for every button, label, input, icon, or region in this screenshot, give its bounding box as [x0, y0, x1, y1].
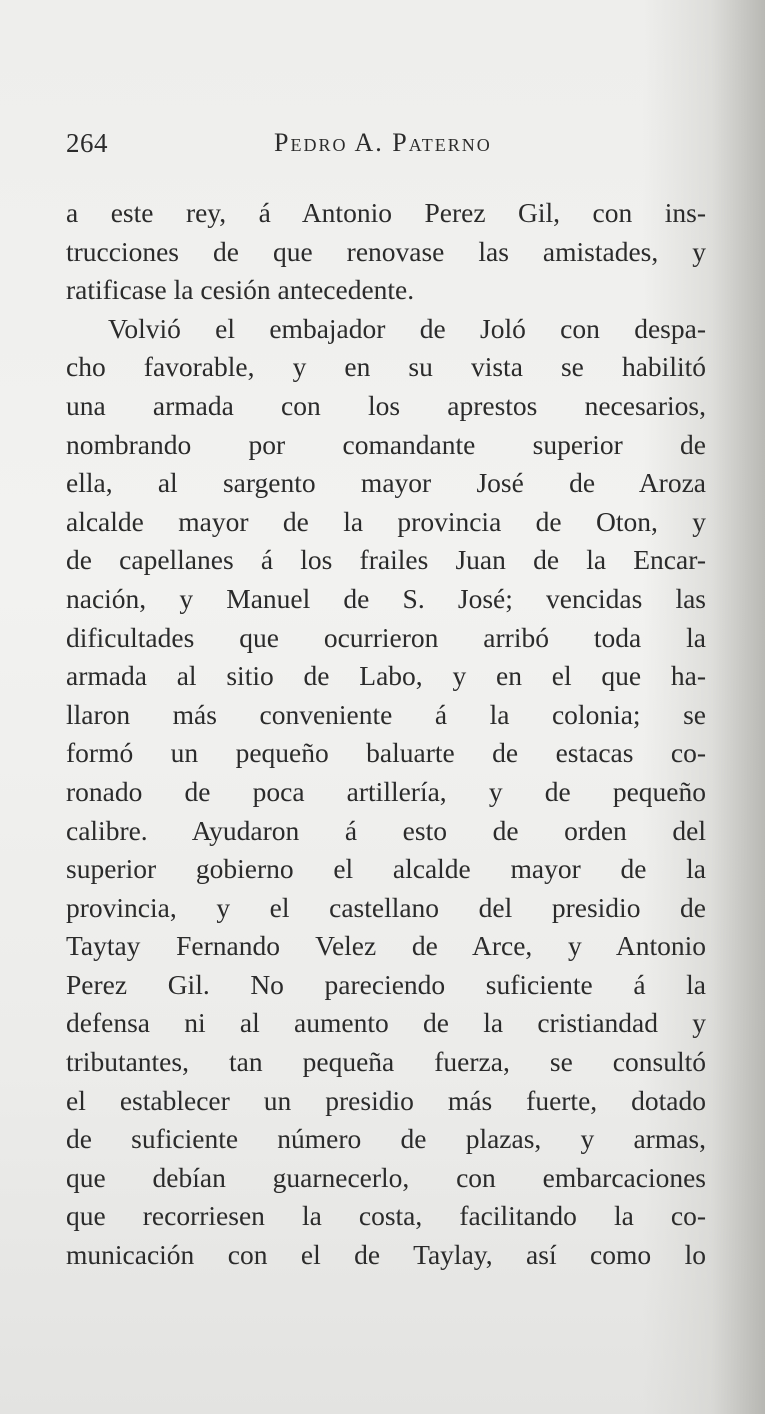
text-line: Taytay Fernando Velez de Arce, y Antonio	[66, 930, 706, 962]
text-line: de capellanes á los frailes Juan de la Encar-	[66, 544, 706, 576]
text-line: cho favorable, y en su vista se habilitó	[66, 351, 706, 383]
text-line: a este rey, á Antonio Perez Gil, con ins-	[66, 197, 706, 228]
text-line: llaron más conveniente á la colonia; se	[66, 698, 706, 730]
running-title: Pedro A. Paterno	[274, 128, 492, 157]
text-line: calibre. Ayudaron á esto de orden del	[66, 814, 706, 846]
text-line: trucciones de que renovase las amistades, y	[66, 235, 706, 267]
running-head	[66, 128, 706, 168]
text-line: de suficiente número de plazas, y armas,	[66, 1123, 706, 1155]
text-line: nación, y Manuel de S. José; vencidas las	[66, 582, 706, 614]
text-line: nombrando por comandante superior de	[66, 428, 706, 460]
text-line: alcalde mayor de la provincia de Oton, y	[66, 505, 706, 537]
body-text	[66, 194, 706, 1275]
page-number: 264	[66, 128, 108, 158]
text-line: Volvió el embajador de Joló con despa-	[108, 312, 706, 344]
text-line: ella, al sargento mayor José de Aroza	[66, 467, 706, 499]
text-line: ratificase la cesión antecedente.	[66, 274, 415, 306]
text-line: ronado de poca artillería, y de pequeño	[66, 775, 706, 807]
text-line: una armada con los aprestos necesarios,	[66, 389, 706, 421]
text-line: Perez Gil. No pareciendo suficiente á la	[66, 968, 706, 1000]
text-line: el establecer un presidio más fuerte, dotado	[66, 1084, 706, 1116]
text-line: provincia, y el castellano del presidio de	[66, 891, 706, 923]
text-line: formó un pequeño baluarte de estacas co-	[66, 737, 706, 769]
text-line: defensa ni al aumento de la cristiandad y	[66, 1007, 706, 1039]
text-line: dificultades que ocurrieron arribó toda la	[66, 621, 706, 653]
text-line: armada al sitio de Labo, y en el que ha-	[66, 660, 706, 692]
text-line: que recorriesen la costa, facilitando la co-	[66, 1200, 706, 1232]
text-line: tributantes, tan pequeña fuerza, se consultó	[66, 1046, 706, 1078]
text-line: que debían guarnecerlo, con embarcaciones	[66, 1161, 706, 1193]
text-line: superior gobierno el alcalde mayor de la	[66, 853, 706, 885]
text-line: municación con el de Taylay, así como lo	[66, 1239, 706, 1271]
